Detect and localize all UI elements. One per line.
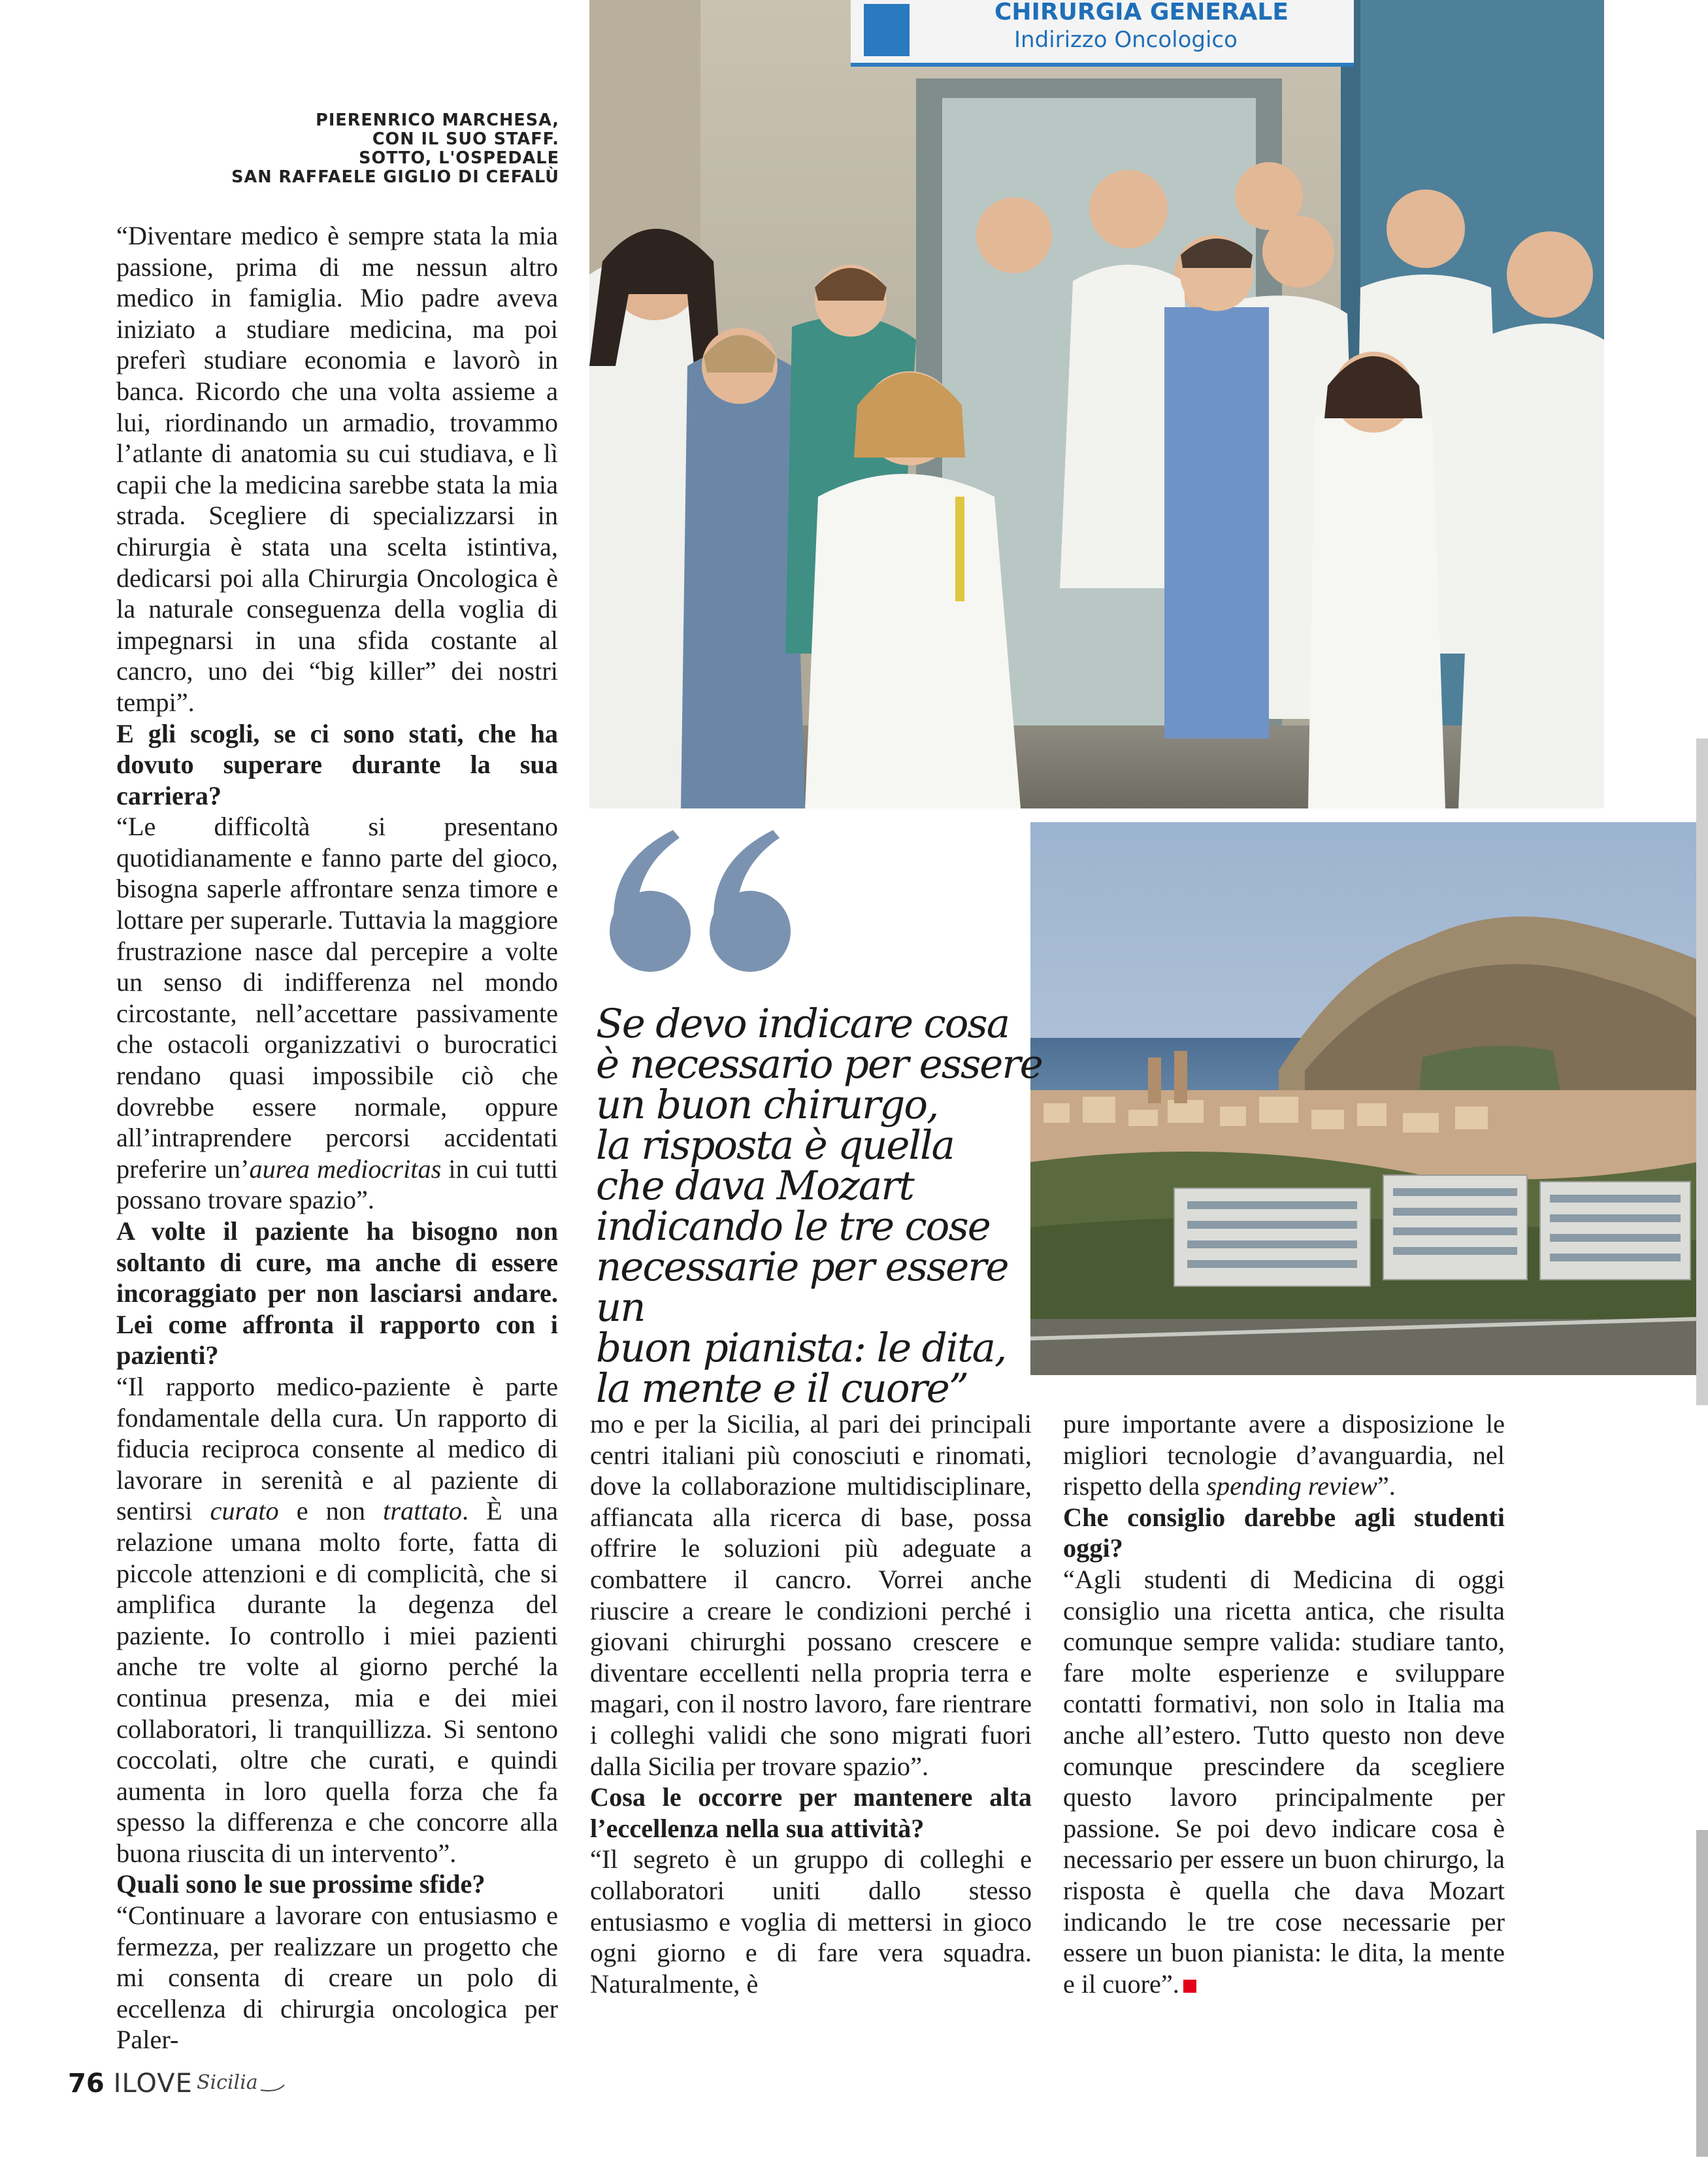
pull-quote-line: necessarie per essere un — [596, 1244, 1008, 1331]
caption-line: SOTTO, L'OSPEDALE — [359, 148, 559, 168]
pull-quote — [596, 1001, 1053, 1412]
pull-quote-line: un buon chirurgo, — [596, 1082, 938, 1128]
brand-script-logo — [195, 2069, 287, 2098]
pull-quote-line: che dava Mozart — [596, 1163, 913, 1209]
article-column-2 — [590, 1408, 1032, 1999]
page-footer — [68, 2064, 287, 2103]
quote-mark-icon — [588, 823, 817, 974]
text-run: e non — [278, 1496, 384, 1526]
page-edge-strip — [1696, 739, 1708, 1405]
sign-line-2: Indirizzo Oncologico — [1014, 27, 1238, 53]
caption-line: PIERENRICO MARCHESA, — [316, 110, 559, 130]
staff-group-photo — [589, 0, 1604, 808]
page-number: 76 — [68, 2069, 105, 2099]
italic-text: curato — [210, 1496, 279, 1526]
paragraph: “Diventare medico è sempre stata la mia passione, prima di me nessun altro medico in famiglia. Mio padre aveva iniziato a studiare medicina, ma poi preferì studiare economia e lavorò in banca. Ricordo che una volta assieme a lui, riordinando un armadio, trovammo l’atlante di anatomia su cui studiava, e lì capii che la medicina sarebbe stata la mia strada. Scegliere di specializzarsi in chirurgia è stata una scelta istintiva, dedicarsi poi alla Chirurgia Oncologica è la naturale conseguenza della voglia di impegnarsi in una sfida costante al cancro, uno dei “big killer” dei nostri tempi”. — [116, 221, 558, 717]
text-run: “Le difficoltà si presentano quotidianamente e fanno parte del gioco, bisogna saperle affrontare senza timore e lottare per superarle. Tuttavia la maggiore frustrazione nasce dal percepire a volte un senso di indifferenza nel mondo circostante, nell’accettare passivamente che ostacoli organizzativi o burocratici rendano quasi impossibile ciò che dovrebbe essere normale, oppure all’intraprendere percorsi accidentati preferire un’ — [116, 812, 558, 1184]
text-run: pure importante avere a disposizione le migliori tecnologie d’avanguardia, nel rispetto della — [1063, 1409, 1505, 1501]
caption-line: CON IL SUO STAFF. — [372, 129, 559, 149]
interview-question: Che consiglio darebbe agli studenti oggi? — [1063, 1502, 1505, 1563]
pull-quote-line: Se devo indicare cosa — [596, 1001, 1010, 1047]
end-of-article-mark — [1183, 1980, 1196, 1993]
text-run: “Agli studenti di Medicina di oggi consiglio una ricetta antica, che risulta comunque sempre valida: studiare tanto, fare molte esperienze e sviluppare contatti formativi, non solo in Italia ma anche all’estero. Tutto questo non deve comunque prescindere da scegliere questo lavoro principalmente per passione. Se poi devo indicare cosa è necessario per essere un buon chirurgo, la risposta è quella che dava Mozart indicando le tre cose necessarie per essere un buon pianista: le dita, la mente e il cuore”. — [1063, 1564, 1505, 1999]
interview-question: E gli scogli, se ci sono stati, che ha dovuto superare durante la sua carriera? — [116, 718, 558, 810]
pull-quote-line: indicando le tre cose — [596, 1203, 990, 1250]
article-column-1 — [116, 220, 558, 2055]
interview-question: A volte il paziente ha bisogno non soltanto di cure, ma anche di essere incoraggiato per non lasciarsi andare. Lei come affronta il rapporto con i pazienti? — [116, 1216, 558, 1371]
pull-quote-line: buon pianista: le dita, — [596, 1325, 1006, 1371]
paragraph: “Il segreto è un gruppo di colleghi e collaboratori uniti dallo stesso entusiasmo e voglia di mettersi in gioco ogni giorno e di fare vera squadra. Naturalmente, è — [590, 1844, 1032, 1999]
magazine-brand: ILOVE — [113, 2069, 193, 2099]
paragraph — [1063, 1408, 1505, 1502]
photo-caption — [196, 111, 559, 187]
article-column-3 — [1063, 1408, 1505, 1999]
text-run: in cui tutti possano trovare spazio”. — [116, 1154, 558, 1215]
pull-quote-line: la mente e il cuore” — [596, 1365, 968, 1412]
caption-line: SAN RAFFAELE GIGLIO DI CEFALÙ — [231, 167, 559, 187]
paragraph — [1063, 1564, 1505, 1999]
paragraph: mo e per la Sicilia, al pari dei principali centri italiani più conosciuti e rinomati, dove la collaborazione multidisciplinare, affiancata alla ricerca di base, possa offrire le soluzioni più adeguate a combattere il cancro. Vorrei anche riuscire a creare le condizioni perché i giovani chirurghi possano crescere e diventare eccellenti nella propria terra e magari, con il nostro lavoro, fare rientrare i colleghi validi che sono migrati fuori dalla Sicilia per trovare spazio”. — [590, 1409, 1032, 1781]
sign-line-1: CHIRURGIA GENERALE — [994, 0, 1289, 25]
paragraph — [116, 1371, 558, 1869]
text-run: . È una relazione umana molto forte, fatta di piccole attenzioni e di complicità, che si amplifica durante la degenza del paziente. Io controllo i miei pazienti anche tre volte al giorno perché la continua presenza, mia e dei miei collaboratori, li tranquillizza. Si sentono coccolati, oltre che curati, e quindi aumenta in loro quella forza che fa spesso la differenza e che concorre alla buona riuscita di un intervento”. — [116, 1496, 558, 1868]
italic-text: spending review — [1206, 1471, 1377, 1501]
interview-question: Quali sono le sue prossime sfide? — [116, 1869, 485, 1899]
italic-text: trattato — [383, 1496, 463, 1526]
cefalu-hospital-photo — [1030, 822, 1698, 1375]
interview-question: Cosa le occorre per mantenere alta l’eccellenza nella sua attività? — [590, 1782, 1032, 1843]
text-run: “Il rapporto medico-paziente è parte fondamentale della cura. Un rapporto di fiducia reciproca consente al medico di lavorare in serenità e al paziente di sentirsi — [116, 1371, 558, 1526]
page-edge-strip — [1696, 1830, 1708, 2157]
brand-script-text: Sicilia — [196, 2071, 258, 2094]
paragraph: “Continuare a lavorare con entusiasmo e fermezza, per realizzare un progetto che mi consenta di creare un polo di eccellenza di chirurgia oncologica per Paler- — [116, 1901, 558, 2055]
paragraph — [116, 811, 558, 1216]
pull-quote-line: è necessario per essere — [596, 1041, 1042, 1088]
pull-quote-line: la risposta è quella — [596, 1122, 954, 1169]
text-run: ”. — [1377, 1471, 1396, 1501]
italic-text: aurea mediocritas — [249, 1154, 442, 1184]
